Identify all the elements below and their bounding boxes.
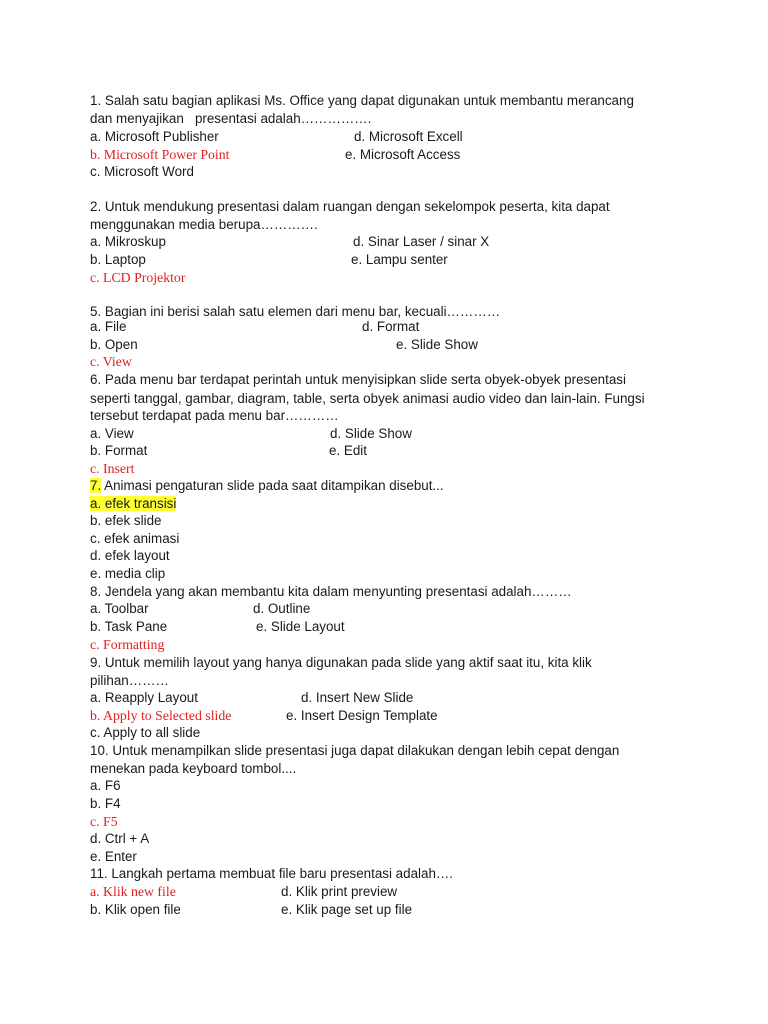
q6-stem-line3: tersebut terdapat pada menu bar………… bbox=[90, 408, 339, 423]
q6-stem-line2: seperti tanggal, gambar, diagram, table, serta obyek animasi audio video dan lain-lain. Fungsi bbox=[90, 391, 645, 406]
q9-option-e: e. Insert Design Template bbox=[286, 708, 438, 723]
q2-stem-line2: menggunakan media berupa…………. bbox=[90, 217, 318, 232]
q7-option-a-answer bbox=[90, 495, 176, 512]
q10-option-e: e. Enter bbox=[90, 849, 137, 864]
q10-option-c-answer: c. F5 bbox=[90, 814, 118, 829]
q5-option-e: e. Slide Show bbox=[396, 337, 478, 352]
q2-option-c-answer: c. LCD Projektor bbox=[90, 270, 186, 285]
q1-option-d: d. Microsoft Excell bbox=[354, 129, 463, 144]
q11-stem: 11. Langkah pertama membuat file baru presentasi adalah…. bbox=[90, 866, 454, 881]
q8-option-e: e. Slide Layout bbox=[256, 619, 345, 634]
q5-stem: 5. Bagian ini berisi salah satu elemen dari menu bar, kecuali………… bbox=[90, 304, 501, 319]
q5-option-a: a. File bbox=[90, 319, 127, 334]
q5-option-c-answer: c. View bbox=[90, 354, 132, 369]
q7-stem bbox=[90, 477, 444, 494]
q1-stem-line2: dan menyajikan presentasi adalah……………. bbox=[90, 111, 372, 126]
q8-option-c-answer: c. Formatting bbox=[90, 637, 165, 652]
q7-option-d: d. efek layout bbox=[90, 548, 170, 563]
q7-stem-text: Animasi pengaturan slide pada saat ditampikan disebut... bbox=[101, 478, 444, 493]
q6-option-e: e. Edit bbox=[329, 443, 367, 458]
q2-option-e: e. Lampu senter bbox=[351, 252, 448, 267]
q9-option-b-answer: b. Apply to Selected slide bbox=[90, 708, 232, 723]
q9-stem-line1: 9. Untuk memilih layout yang hanya digunakan pada slide yang aktif saat itu, kita klik bbox=[90, 655, 592, 670]
q10-stem-line2: menekan pada keyboard tombol.... bbox=[90, 761, 297, 776]
q7-option-a-highlight: a. efek transisi bbox=[90, 496, 177, 511]
q11-option-b: b. Klik open file bbox=[90, 902, 181, 917]
q2-option-b: b. Laptop bbox=[90, 252, 146, 267]
q7-number-highlight: 7. bbox=[90, 478, 102, 493]
q9-option-c: c. Apply to all slide bbox=[90, 725, 201, 740]
q8-stem: 8. Jendela yang akan membantu kita dalam menyunting presentasi adalah……… bbox=[90, 584, 572, 599]
q11-option-a-answer: a. Klik new file bbox=[90, 884, 176, 899]
q9-option-a: a. Reapply Layout bbox=[90, 690, 198, 705]
q10-option-d: d. Ctrl + A bbox=[90, 831, 150, 846]
q7-option-c: c. efek animasi bbox=[90, 531, 180, 546]
q1-option-c: c. Microsoft Word bbox=[90, 164, 194, 179]
q9-stem-line2: pilihan……… bbox=[90, 673, 169, 688]
q10-option-b: b. F4 bbox=[90, 796, 121, 811]
q6-stem-line1: 6. Pada menu bar terdapat perintah untuk menyisipkan slide serta obyek-obyek presentasi bbox=[90, 372, 626, 387]
q10-stem-line1: 10. Untuk menampilkan slide presentasi juga dapat dilakukan dengan lebih cepat dengan bbox=[90, 743, 620, 758]
q8-option-a: a. Toolbar bbox=[90, 601, 149, 616]
q1-option-a: a. Microsoft Publisher bbox=[90, 129, 219, 144]
q11-option-e: e. Klik page set up file bbox=[281, 902, 413, 917]
q6-option-d: d. Slide Show bbox=[330, 426, 412, 441]
q9-option-d: d. Insert New Slide bbox=[301, 690, 414, 705]
q5-option-d: d. Format bbox=[362, 319, 420, 334]
q1-option-b-answer: b. Microsoft Power Point bbox=[90, 147, 230, 162]
q10-option-a: a. F6 bbox=[90, 778, 121, 793]
q1-option-e: e. Microsoft Access bbox=[345, 147, 461, 162]
q1-stem-line1: 1. Salah satu bagian aplikasi Ms. Office yang dapat digunakan untuk membantu merancang bbox=[90, 93, 634, 108]
q6-option-c-answer: c. Insert bbox=[90, 461, 135, 476]
q2-option-d: d. Sinar Laser / sinar X bbox=[353, 234, 490, 249]
q5-option-b: b. Open bbox=[90, 337, 138, 352]
q7-option-b: b. efek slide bbox=[90, 513, 162, 528]
q11-option-d: d. Klik print preview bbox=[281, 884, 398, 899]
q6-option-b: b. Format bbox=[90, 443, 148, 458]
q7-option-e: e. media clip bbox=[90, 566, 166, 581]
q6-option-a: a. View bbox=[90, 426, 134, 441]
q8-option-b: b. Task Pane bbox=[90, 619, 168, 634]
q8-option-d: d. Outline bbox=[253, 601, 311, 616]
q2-stem-line1: 2. Untuk mendukung presentasi dalam ruangan dengan sekelompok peserta, kita dapat bbox=[90, 199, 610, 214]
q2-option-a: a. Mikroskup bbox=[90, 234, 166, 249]
